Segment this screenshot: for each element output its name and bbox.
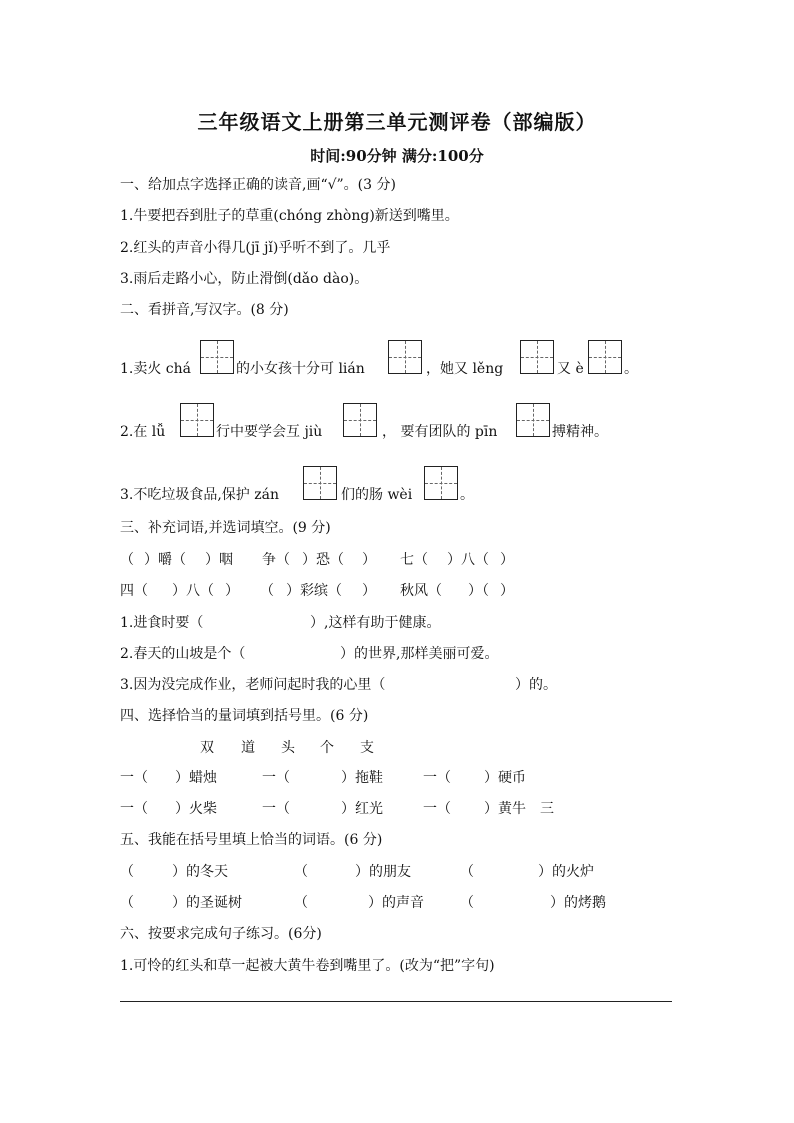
s4-r1-5: ）硬币 [484, 770, 526, 786]
s4-r1-4: 一（ [423, 770, 451, 786]
s2-r2-text-2: 行中要学会互 jiù [216, 424, 323, 440]
s5-r2-3: ）的声音 [368, 895, 424, 911]
s2-r1-text-4: 又 è [557, 361, 584, 377]
s3-w1-4: ）恐（ [302, 552, 344, 568]
exam-time-score: 时间:90分钟 满分:100分 [310, 147, 484, 165]
s3-w1-3: 争（ [262, 552, 290, 568]
measure-word-option: 头 [281, 740, 295, 756]
s3-q3-a: 3.因为没完成作业，老师问起时我的心里（ [120, 677, 386, 693]
s5-r1-5: ）的火炉 [538, 864, 594, 880]
writing-grid-box[interactable] [303, 466, 337, 500]
s5-r1-4: （ [460, 864, 474, 880]
s3-w1-5: ） [362, 552, 376, 568]
s4-r1-1: ）蜡烛 [175, 770, 217, 786]
s3-w1-2: ）咽 [205, 552, 233, 568]
s2-r2-text-3: ， 要有团队的 pīn [382, 424, 498, 440]
s5-r1-2: （ [294, 864, 308, 880]
section-5-heading: 五、我能在括号里填上恰当的词语。(6 分) [120, 832, 383, 848]
s3-w2-6: 秋风（ [400, 583, 442, 599]
s2-r2-text-1: 2.在 lǚ [120, 424, 166, 440]
writing-grid-box[interactable] [520, 340, 554, 374]
s4-r1-2: 一（ [262, 770, 290, 786]
s3-w1-6: 七（ [400, 552, 428, 568]
writing-grid-box[interactable] [424, 466, 458, 500]
measure-word-option: 支 [360, 740, 374, 756]
s2-r1-text-5: 。 [624, 361, 638, 377]
s3-w2-7: ）（ [468, 583, 489, 599]
s3-w1-7: ）八（ [447, 552, 489, 568]
s5-r2-0: （ [120, 895, 134, 911]
s2-r1-text-1: 1.卖火 chá [120, 361, 192, 377]
s3-w2-8: ） [500, 583, 514, 599]
s5-r1-0: （ [120, 864, 134, 880]
s4-r2-1: ）火柴 [175, 801, 217, 817]
s2-r3-text-2: 们的肠 wèi [341, 487, 413, 503]
s2-r1-text-2: 的小女孩十分可 lián [236, 361, 365, 377]
measure-word-option: 双 [200, 740, 214, 756]
s2-r1-text-3: ，她又 lěng [426, 361, 504, 377]
measure-word-option: 道 [241, 740, 255, 756]
writing-grid-box[interactable] [388, 340, 422, 374]
s3-w2-3: （ [260, 583, 274, 599]
s3-w1-1: ）嚼（ [144, 552, 186, 568]
section-3-heading: 三、补充词语,并选词填空。(9 分) [120, 520, 331, 536]
s3-q1-a: 1.进食时要（ [120, 615, 204, 631]
answer-line[interactable] [120, 1001, 672, 1002]
s3-w2-5: ） [362, 583, 376, 599]
writing-grid-box[interactable] [343, 403, 377, 437]
s3-w2-4: ）彩缤（ [286, 583, 342, 599]
s5-r1-3: ）的朋友 [355, 864, 411, 880]
s5-r2-5: ）的烤鹅 [550, 895, 606, 911]
section-4-heading: 四、选择恰当的量词填到括号里。(6 分) [120, 708, 369, 724]
s3-q2-b: ）的世界,那样美丽可爱。 [340, 646, 499, 662]
s4-r2-2: 一（ [262, 801, 290, 817]
section-1-heading: 一、给加点字选择正确的读音,画“√”。(3 分) [120, 177, 396, 193]
s4-r2-4: 一（ [423, 801, 451, 817]
s1-question-1: 1.牛要把吞到肚子的草重(chóng zhòng)新送到嘴里。 [120, 208, 459, 224]
writing-grid-box[interactable] [200, 340, 234, 374]
s2-r2-text-4: 搏精神。 [552, 424, 608, 440]
s6-question-1: 1.可怜的红头和草一起被大黄牛卷到嘴里了。(改为“把”字句) [120, 958, 495, 974]
s3-q2-a: 2.春天的山坡是个（ [120, 646, 246, 662]
s5-r1-1: ）的冬天 [172, 864, 228, 880]
s3-w2-0: 四（ [120, 583, 148, 599]
s5-r2-4: （ [460, 895, 474, 911]
s3-q3-b: ）的。 [515, 677, 557, 693]
s4-r2-0: 一（ [120, 801, 148, 817]
writing-grid-box[interactable] [516, 403, 550, 437]
writing-grid-box[interactable] [588, 340, 622, 374]
s3-w1-8: ） [500, 552, 514, 568]
s1-question-3: 3.雨后走路小心，防止滑倒(dǎo dào)。 [120, 271, 369, 287]
s3-w2-2: ） [225, 583, 239, 599]
s5-r2-2: （ [294, 895, 308, 911]
s3-w2-1: ）八（ [172, 583, 214, 599]
writing-grid-box[interactable] [180, 403, 214, 437]
s4-r1-3: ）拖鞋 [341, 770, 383, 786]
s3-q1-b: ）,这样有助于健康。 [310, 615, 441, 631]
s4-r2-5: ）黄牛 [484, 801, 526, 817]
s4-r2-6: 三 [540, 801, 554, 817]
section-6-heading: 六、按要求完成句子练习。(6分) [120, 926, 322, 942]
s4-r2-3: ）红光 [341, 801, 383, 817]
s2-r3-text-3: 。 [460, 487, 474, 503]
measure-word-option: 个 [320, 740, 334, 756]
s1-question-2: 2.红头的声音小得几(jī jǐ)乎听不到了。几乎 [120, 240, 391, 256]
s2-r3-text-1: 3.不吃垃圾食品,保护 zán [120, 487, 279, 503]
page-title: 三年级语文上册第三单元测评卷（部编版） [197, 110, 597, 134]
s4-r1-0: 一（ [120, 770, 148, 786]
s3-w1-0: （ [120, 552, 134, 568]
s5-r2-1: ）的圣诞树 [172, 895, 242, 911]
section-2-heading: 二、看拼音,写汉字。(8 分) [120, 302, 289, 318]
